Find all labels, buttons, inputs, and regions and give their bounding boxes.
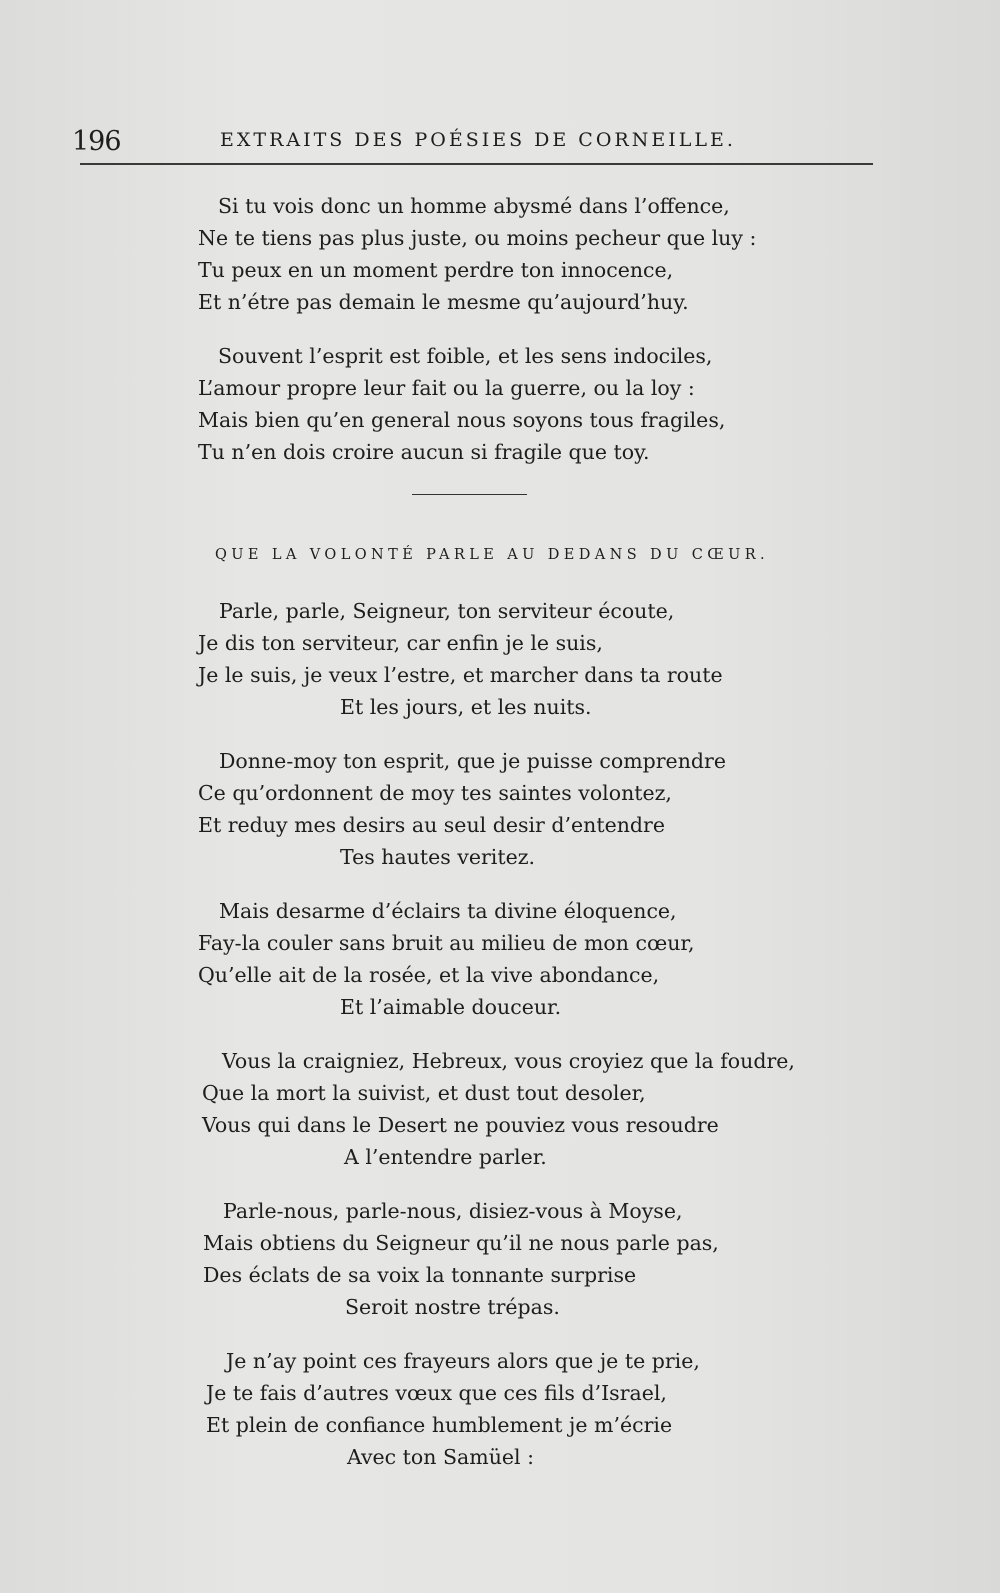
verse-line: Et n’étre pas demain le mesme qu’aujourd’huy. xyxy=(198,290,689,314)
verse-line: Et plein de confiance humblement je m’écrie xyxy=(206,1413,673,1437)
verse-line: Souvent l’esprit est foible, et les sens indociles, xyxy=(218,344,713,368)
section-title: QUE LA VOLONTÉ PARLE AU DEDANS DU CŒUR. xyxy=(215,547,770,563)
verse-line: Qu’elle ait de la rosée, et la vive abondance, xyxy=(198,963,660,987)
verse-line: Parle, parle, Seigneur, ton serviteur écoute, xyxy=(219,599,675,623)
verse-line: Mais bien qu’en general nous soyons tous fragiles, xyxy=(198,408,726,432)
verse-line: Je le suis, je veux l’estre, et marcher dans ta route xyxy=(198,663,723,687)
running-title: EXTRAITS DES POÉSIES DE CORNEILLE. xyxy=(220,129,736,151)
verse-line: Et l’aimable douceur. xyxy=(340,995,562,1019)
verse-line: Mais desarme d’éclairs ta divine éloquence, xyxy=(219,899,677,923)
verse-line: Ne te tiens pas plus juste, ou moins pecheur que luy : xyxy=(198,226,757,250)
verse-line: Je te fais d’autres vœux que ces fils d’Israel, xyxy=(206,1381,667,1405)
verse-line: Donne-moy ton esprit, que je puisse comprendre xyxy=(219,749,726,773)
page-header xyxy=(72,126,872,162)
verse-line: Si tu vois donc un homme abysmé dans l’offence, xyxy=(218,194,730,218)
verse-line: A l’entendre parler. xyxy=(344,1145,547,1169)
verse-line: Et reduy mes desirs au seul desir d’entendre xyxy=(198,813,665,837)
header-rule xyxy=(80,163,873,165)
verse-line: Avec ton Samüel : xyxy=(347,1445,535,1469)
section-separator xyxy=(412,494,527,495)
verse-line: Tu n’en dois croire aucun si fragile que toy. xyxy=(198,440,650,464)
verse-line: Tes hautes veritez. xyxy=(340,845,536,869)
verse-line: Parle-nous, parle-nous, disiez-vous à Moyse, xyxy=(223,1199,683,1223)
verse-line: Seroit nostre trépas. xyxy=(345,1295,560,1319)
page-number: 196 xyxy=(72,126,121,157)
verse-line: Ce qu’ordonnent de moy tes saintes volontez, xyxy=(198,781,672,805)
verse-line: Des éclats de sa voix la tonnante surprise xyxy=(203,1263,637,1287)
verse-line: Vous qui dans le Desert ne pouviez vous resoudre xyxy=(202,1113,719,1137)
verse-line: L’amour propre leur fait ou la guerre, ou la loy : xyxy=(198,376,695,400)
verse-line: Je n’ay point ces frayeurs alors que je te prie, xyxy=(226,1349,700,1373)
verse-line: Tu peux en un moment perdre ton innocence, xyxy=(198,258,674,282)
verse-line: Fay-la couler sans bruit au milieu de mon cœur, xyxy=(198,931,695,955)
verse-line: Et les jours, et les nuits. xyxy=(340,695,592,719)
verse-line: Que la mort la suivist, et dust tout desoler, xyxy=(202,1081,646,1105)
verse-line: Mais obtiens du Seigneur qu’il ne nous parle pas, xyxy=(203,1231,719,1255)
verse-line: Vous la craigniez, Hebreux, vous croyiez que la foudre, xyxy=(222,1049,795,1073)
verse-line: Je dis ton serviteur, car enfin je le suis, xyxy=(198,631,603,655)
